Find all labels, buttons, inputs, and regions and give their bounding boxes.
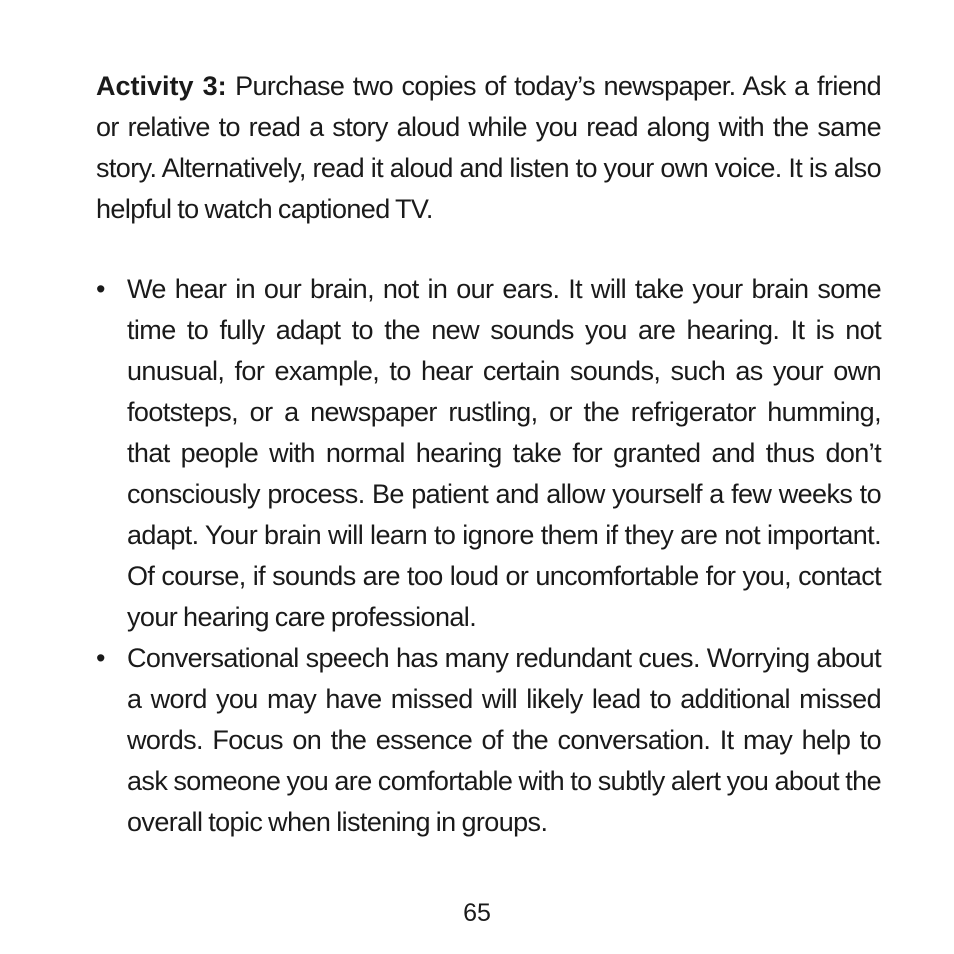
bullet-text: We hear in our brain, not in our ears. It will take your brain some time to fully adapt to the new sounds you are hearing. It is not unusual, for example, to hear certain sounds, such as your own footsteps, or a newspaper rustling, or the refrigerator humming, that people with normal hearing take for granted and thus don’t consciously process. Be patient and allow yourself a few weeks to adapt. Your brain will learn to ignore them if they are not important. Of course, if sounds are too loud or uncomfortable for you, contact your hearing care professional.	[127, 274, 881, 632]
bullet-text: Conversational speech has many redundant cues. Worrying about a word you may have missed will likely lead to additional missed words. Focus on the essence of the conversation. It may help to ask someone you are comfortable with to subtly alert you about the overall topic when listening in groups.	[127, 643, 881, 837]
list-item	[96, 269, 881, 638]
activity-paragraph	[96, 66, 881, 230]
list-item	[96, 638, 881, 843]
activity-label: Activity 3:	[96, 71, 227, 101]
bullet-icon: •	[96, 274, 105, 304]
activity-text: Purchase two copies of today’s newspaper. Ask a friend or relative to read a story aloud while you read along with the same story. Alternatively, read it aloud and listen to your own voice. It is also helpful to watch captioned TV.	[96, 71, 881, 224]
page-content	[96, 66, 881, 843]
page-number: 65	[463, 899, 491, 927]
bullet-icon: •	[96, 643, 105, 673]
bullet-list	[96, 269, 881, 843]
